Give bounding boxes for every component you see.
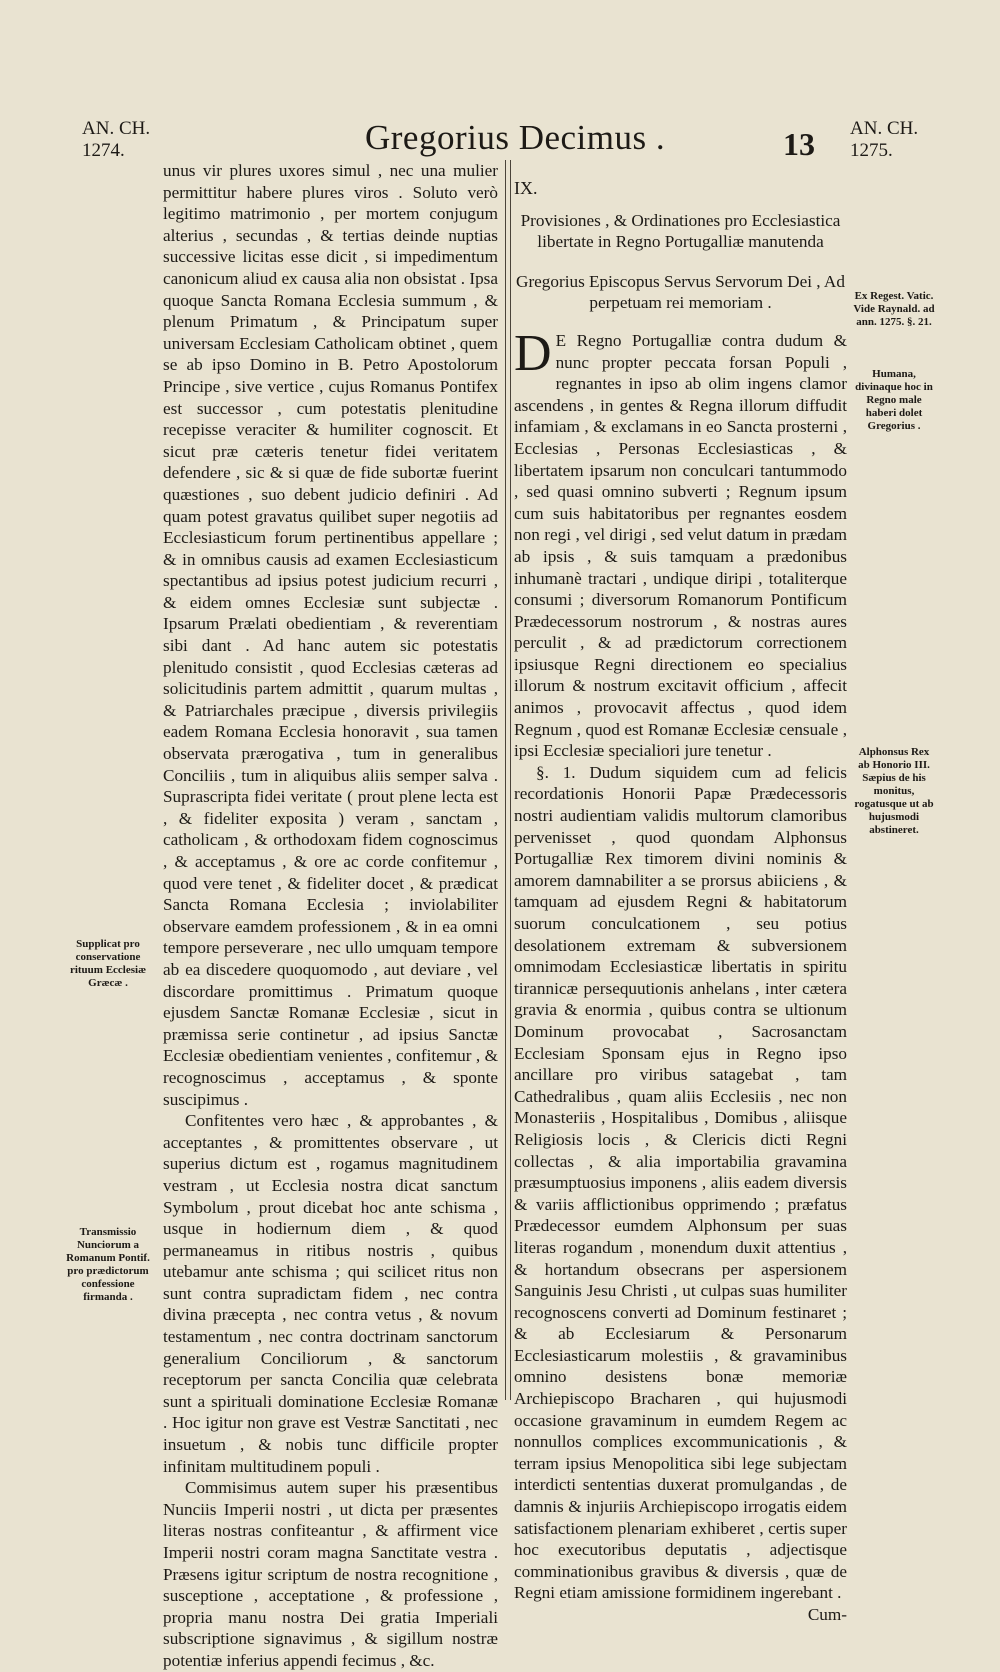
left-paragraph-3: Commisimus autem super his præsentibus Nunciis Imperii nostri , ut dicta per præsentes literas nostras confiteantur , & affirment vice Imperii nostri coram magna Sanctitate vestra . Præsens igitur scriptum de nostra recognitione , susceptione , acceptatione , & professione , propria manu nostra Dei gratia Imperiali subscriptione signavimus , & sigillum nostræ potentiæ inferius appendi fecimus , &c.: [163, 1478, 498, 1670]
margin-note-alphonsus: Alphonsus Rex ab Honorio III. Sæpius de his monitus, rogatusque ut ab hujusmodi abstineret.: [854, 746, 934, 836]
right-paragraph-2: §. 1. Dudum siquidem cum ad felicis recordationis Honorii Papæ Prædecessoris nostri audientiam validis multorum clamoribus pervenisset , quod quondam Alphonsus Portugalliæ Rex timorem divini nominis & amorem damnabiliter a se prorsus abiiciens , & tamquam ad ejusdem Regni & habitatorum suorum conculcationem , seu potius desolationem extremam & subversionem omnimodam Ecclesiasticæ libertatis in spiritu tirannicæ persequutionis anhelans , inter cætera gravia & enormia , quibus contra se ultionum Dominum provocabat , Sacrosanctam Ecclesiam Sponsam ejus in Regno ipso ancillare pro viribus satagebat , tam Cathedralibus , quam aliis Ecclesiis , nec non Monasteriis , Hospitalibus , Domibus , aliisque Religiosis locis , & Clericis dicti Regni collectas , & alia importabilia gravamina præsumptuosius imponens , aliis eadem diversis & variis afflictionibus opprimendo ; præfatus Prædecessor eumdem Alphonsum per suas literas rogandum , monendum duxit attentius , & hortandum obsecrans per aspersionem Sanguinis Jesu Christi , ut culpas suas humiliter recognoscens converti ad Dominum festinaret ; & ab Ecclesiarum & Personarum Ecclesiasticarum molestiis , & gravaminibus omnino desistens bonæ memoriæ Archiepiscopo Bracharen , qui hujusmodi occasione gravaminum in eumdem Regem ac nonnullos complices excommunicationis , & terram ipsius Menopolitica sibi lege subjectam interdicti sententias duxerat promulgandas , de damnis & injuriis Archiepiscopo irrogatis eidem satisfactionem plenariam exhiberet , certis super hoc executoribus deputatis , adjectisque comminationibus gravibus & diversis , quæ de Regni etiam amissione formidinem ingerebant .: [514, 762, 847, 1603]
year-label-right: AN. CH.: [850, 118, 919, 139]
papal-salutation: Gregorius Episcopus Servus Servorum Dei , Ad perpetuam rei memoriam .: [516, 271, 845, 313]
year-value-left: 1274.: [82, 140, 125, 161]
page-number: 13: [783, 126, 815, 162]
year-value-right: 1275.: [850, 140, 893, 161]
section-title: Provisiones , & Ordinationes pro Ecclesiastica libertate in Regno Portugalliæ manutenda: [520, 210, 841, 252]
margin-note-humana: Humana, divinaque hoc in Regno male haberi dolet Gregorius .: [855, 368, 933, 432]
left-text-column: [163, 160, 498, 1672]
right-paragraph-1-text: E Regno Portugalliæ contra dudum & nunc propter peccata forsan Populi , regnantes in ipso ab olim ingens clamor ascendens , in gentes & Regna illorum diffudit infamiam , & exclamans in eo Sancta prosterni , Ecclesias , Personas Ecclesiasticas , & libertatem ipsarum non conculcari tantummodo , sed quasi omnino subverti ; Regnum ipsum cum suis habitatoribus per regnantes eosdem non regi , vel dirigi , sed velut datum in prædam ab ipsis , & suis tamquam a prædonibus inhumanè tractari , undique diripi , totaliterque consumi ; diversorum Romanorum Pontificum Prædecessorum nostrorum , & nostras aures perculit , & ad prædictorum correctionem ipsiusque Regni directionem eo specialius illorum & nostrum excitavit officium , affecit animos , provocavit affectus , quod idem Regnum , quod est Romanæ Ecclesiæ censuale , ipsi Ecclesiæ specialiori jure tenetur .: [514, 330, 847, 761]
column-rule: [505, 160, 506, 1400]
margin-note-nuncios: Transmissio Nunciorum a Romanum Pontif. pro prædictorum confessione firmanda .: [66, 1226, 150, 1303]
margin-note-supplication: Supplicat pro conservatione rituum Ecclesiæ Græcæ .: [69, 938, 147, 989]
year-header-right: [850, 118, 918, 162]
running-title: Gregorius Decimus .: [365, 118, 666, 157]
year-header-left: [82, 118, 150, 162]
right-text-column: [514, 178, 847, 1626]
column-rule-inner: [510, 160, 511, 1400]
drop-cap: D: [514, 324, 552, 382]
left-paragraph-2: Confitentes vero hæc , & approbantes , & acceptantes , & promittentes observare , ut superius dictum est , rogamus magnitudinem vestram , ut Ecclesia nostra dicat sanctum Symbolum , prout dicebat hoc ante schisma , usque in hodiernum diem , & quod permaneamus in ritibus nostris , quibus utebamur ante schisma ; qui scilicet ritus non sunt contra supradictam fidem , nec contra divina præcepta , nec contra vetus , & novum testamentum , nec contra doctrinam sanctorum generalium Conciliorum , & sanctorum receptorum per sancta Concilia quæ celebrata sunt a spirituali dominatione Ecclesiæ Romanæ . Hoc igitur non grave est Vestræ Sanctitati , nec insuetum , & nobis tunc difficile propter infinitam multitudinem populi .: [163, 1111, 498, 1476]
section-number: IX.: [514, 178, 538, 198]
margin-note-source: Ex Regest. Vatic. Vide Raynald. ad ann. 1275. §. 21.: [853, 290, 935, 328]
year-label-left: AN. CH.: [82, 118, 151, 139]
catchword: Cum-: [807, 1605, 847, 1624]
right-paragraph-1: [514, 324, 847, 762]
left-paragraph-1: unus vir plures uxores simul , nec una mulier permittitur habere plures viros . Soluto verò legitimo matrimonio , per mortem conjugum alterius , secundas , & tertias deinde nuptias successive licitas esse dicit , si impedimentum canonicum aliud ex causa alia non obsistat . Ipsa quoque Sancta Romana Ecclesia summum , & plenum Primatum , & Principatum super universam Ecclesiam Catholicam obtinet , quem se ab ipso Domino in B. Petro Apostolorum Principe , sive vertice , cujus Romanus Pontifex est successor , cum potestatis plenitudine recepisse veraciter & humiliter cognoscit. Et sicut præ cæteris tenetur fidei veritatem defendere , sic & si quæ de fide subortæ fuerint quæstiones , suo debent judicio definiri . Ad quam potest gravatus quilibet super negotiis ad Ecclesiasticum forum pertinentibus appellare ; & in omnibus causis ad examen Ecclesiasticum spectantibus ad ipsius potest judicium recurri , & eidem omnes Ecclesiæ sunt subjectæ . Ipsarum Prælati obedientiam , & reverentiam sibi dant . Ad hanc autem sic potestatis plenitudo consistit , quod Ecclesias cæteras ad solicitudinis partem admittit , quarum multas , & Patriarchales præcipue , diversis privilegiis eadem Romana Ecclesia honoravit , sua tamen observata prærogativa , tum in generalibus Conciliis , tum in aliquibus aliis semper salva . Suprascripta fidei veritate ( prout plene lecta est , & fideliter exposita ) veram , sanctam , catholicam , & orthodoxam fidem cognoscimus , & acceptamus , & ore ac corde confitemur , quod vere tenet , & fideliter docet , & prædicat Sancta Romana Ecclesia ; inviolabiliter observare eamdem professionem , & in ea omni tempore perseverare , nec ullo umquam tempore ab ea discedere quoquomodo , aut deviare , vel discordare promittimus . Primatum quoque ejusdem Sanctæ Romanæ Ecclesiæ , sicut in præmissa serie continetur , ad ipsius Sanctæ Ecclesiæ obedientiam venientes , confitemur , & recognoscimus , acceptamus , & sponte suscipimus .: [163, 161, 498, 1109]
